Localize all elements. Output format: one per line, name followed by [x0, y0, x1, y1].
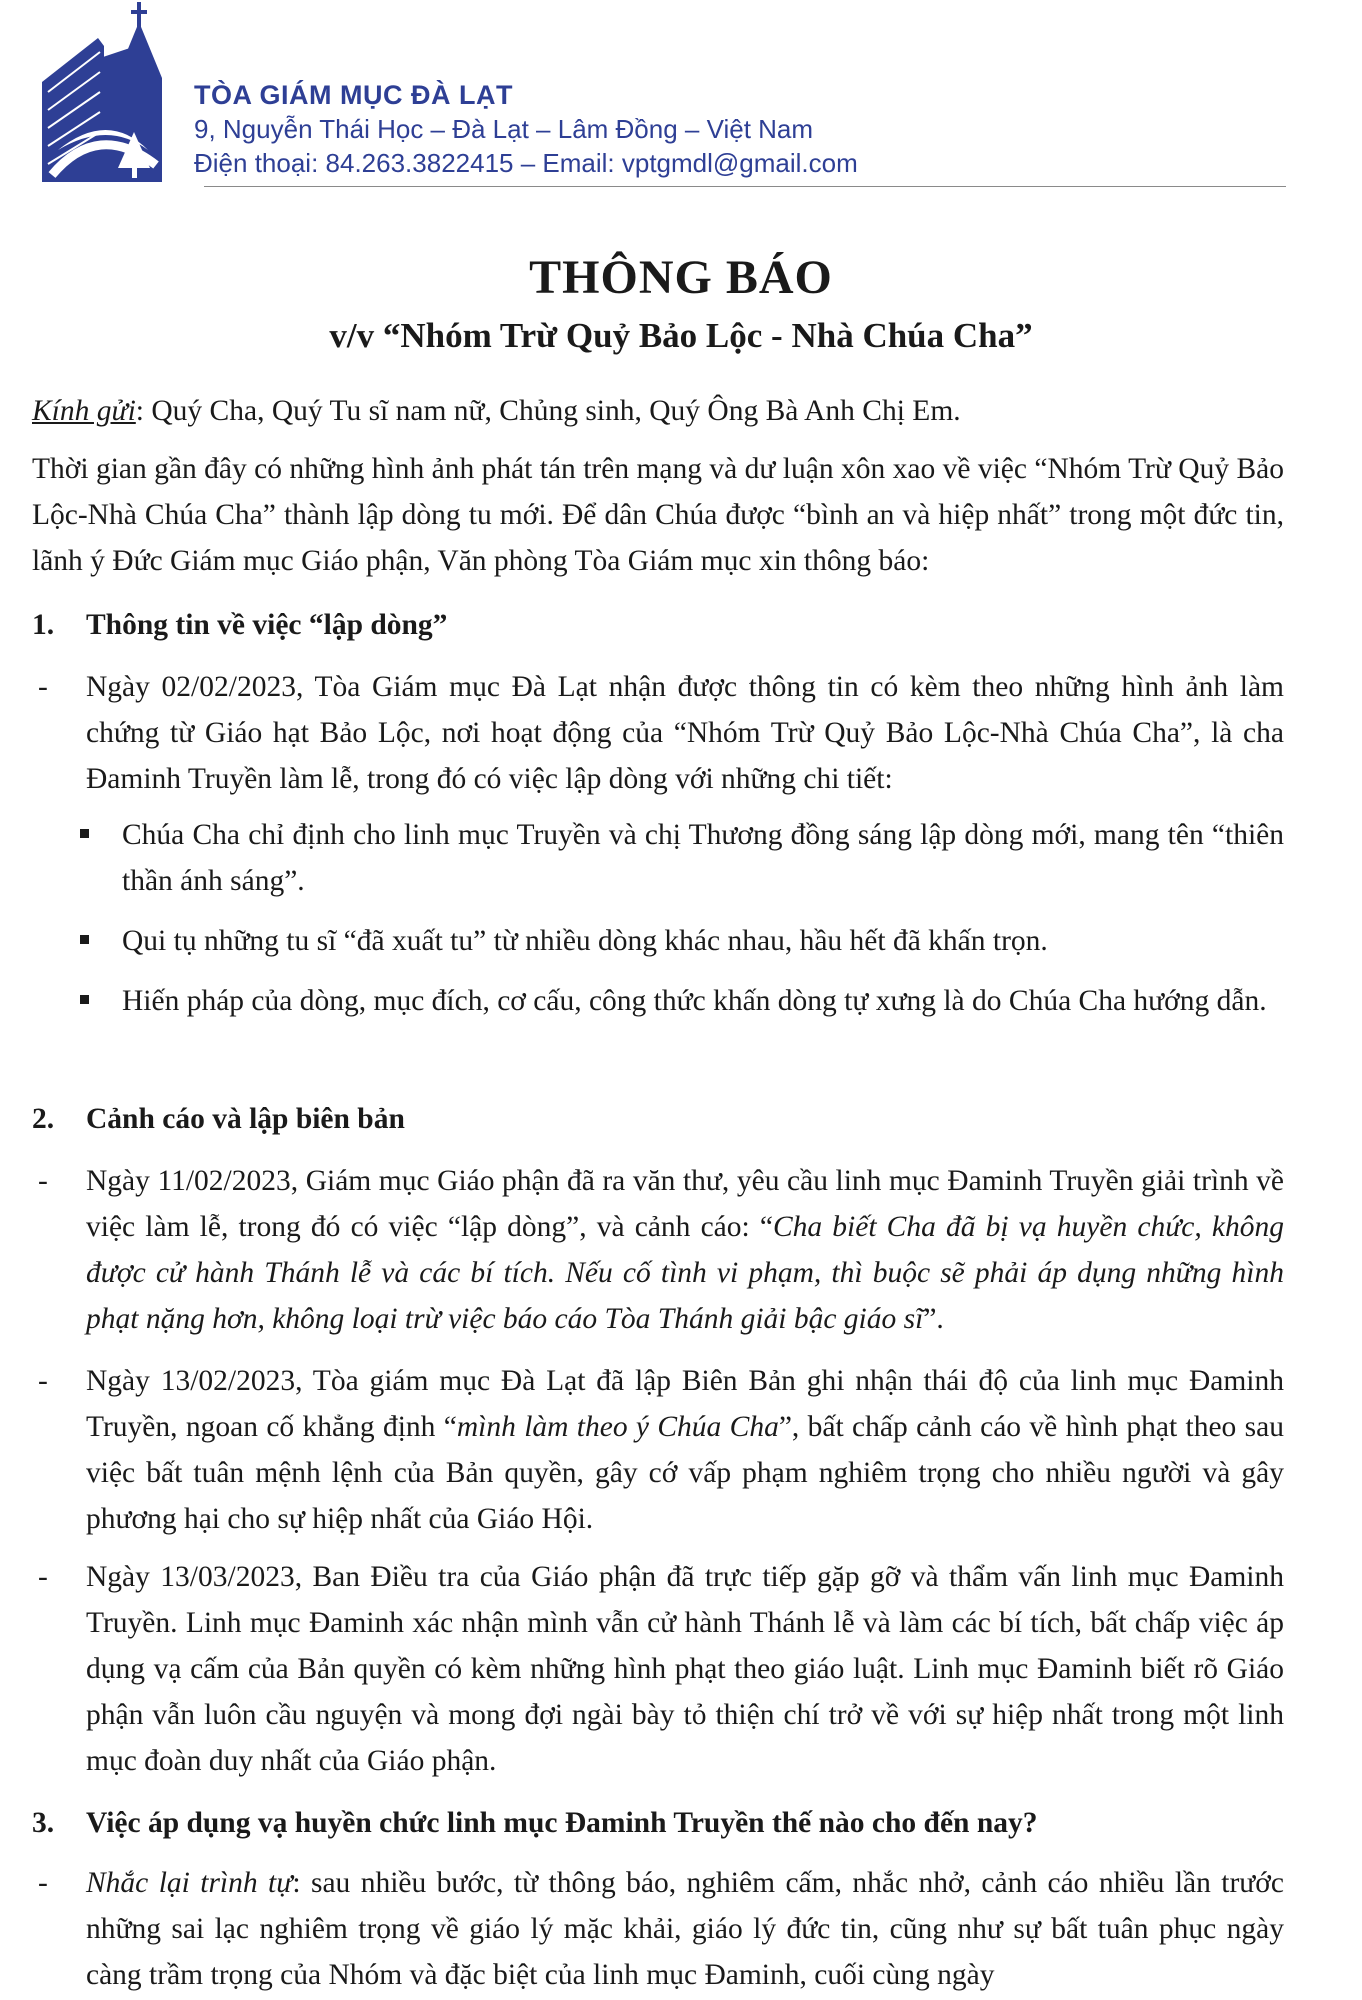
section-2-paragraph-1 — [86, 1158, 1284, 1342]
section-title: Thông tin về việc “lập dòng” — [86, 609, 448, 641]
text-run: ”. — [923, 1303, 944, 1335]
section-1-bullet-3: Hiến pháp của dòng, mục đích, cơ cấu, công thức khấn dòng tự xưng là do Chúa Cha hướng dẫn. — [122, 985, 1267, 1017]
org-address: 9, Nguyễn Thái Học – Đà Lạt – Lâm Đồng – Việt Nam — [194, 114, 814, 144]
section-3-heading — [32, 1800, 1284, 1846]
org-contact: Điện thoại: 84.263.3822415 – Email: vptgmdl@gmail.com — [194, 148, 858, 178]
org-name: TÒA GIÁM MỤC ĐÀ LẠT — [194, 80, 513, 110]
text-run: Ngày 13/02/2023, Tòa giám mục Đà Lạt đã lập Biên Bản ghi nhận thái độ của linh mục Đaminh Truyền, ngoan cố khẳng định “ — [86, 1365, 1284, 1443]
dash-marker: - — [38, 1165, 48, 1197]
text-run: : sau nhiều bước, từ thông báo, nghiêm cấm, nhắc nhở, cảnh cáo nhiều lần trước những sai lạc nghiêm trọng về giáo lý mặc khải, giáo lý đức tin, cũng như sự bất tuân phục ngày càng trầm trọng của Nhóm và đặc biệt của linh mục Đaminh, cuối cùng ngày — [86, 1867, 1284, 1991]
section-number: 3. — [32, 1807, 55, 1839]
text-run: Ngày 11/02/2023, Giám mục Giáo phận đã ra văn thư, yêu cầu linh mục Đaminh Truyền giải trình về việc làm lễ, trong đó có việc “lập dòng”, và cảnh cáo: “ — [86, 1165, 1284, 1243]
recipients-text: : Quý Cha, Quý Tu sĩ nam nữ, Chủng sinh, Quý Ông Bà Anh Chị Em. — [135, 395, 961, 427]
section-2-heading — [32, 1096, 1284, 1142]
section-2-paragraph-3: Ngày 13/03/2023, Ban Điều tra của Giáo phận đã trực tiếp gặp gỡ và thẩm vấn linh mục Đaminh Truyền. Linh mục Đaminh xác nhận mình vẫn cử hành Thánh lễ và làm các bí tích, bất chấp việc áp dụng vạ cấm của Bản quyền có kèm những hình phạt theo giáo luật. Linh mục Đaminh biết rõ Giáo phận vẫn luôn cầu nguyện và mong đợi ngài bày tỏ thiện chí trở về với sự hiệp nhất trong một linh mục đoàn duy nhất của Giáo phận. — [86, 1561, 1284, 1777]
section-1-bullet-1: Chúa Cha chỉ định cho linh mục Truyền và chị Thương đồng sáng lập dòng mới, mang tên “thiên thần ánh sáng”. — [122, 819, 1284, 897]
italic-lead: Nhắc lại trình tự — [86, 1867, 293, 1899]
bullet-square — [80, 995, 89, 1004]
dash-marker: - — [38, 1867, 48, 1899]
dash-marker: - — [38, 1365, 48, 1397]
dash-marker: - — [38, 671, 48, 703]
section-1-paragraph: Ngày 02/02/2023, Tòa Giám mục Đà Lạt nhận được thông tin có kèm theo những hình ảnh làm chứng từ Giáo hạt Bảo Lộc, nơi hoạt động của “Nhóm Trừ Quỷ Bảo Lộc-Nhà Chúa Cha”, là cha Đaminh Truyền làm lễ, trong đó có việc lập dòng với những chi tiết: — [86, 671, 1284, 795]
section-2-paragraph-2 — [86, 1358, 1284, 1542]
section-3-paragraph-1 — [86, 1860, 1284, 1998]
recipients-label: Kính gửi — [32, 395, 136, 427]
section-title: Việc áp dụng vạ huyền chức linh mục Đaminh Truyền thế nào cho đến nay? — [86, 1807, 1038, 1839]
section-1-bullet-2: Qui tụ những tu sĩ “đã xuất tu” từ nhiều dòng khác nhau, hầu hết đã khấn trọn. — [122, 925, 1048, 957]
dash-marker: - — [38, 1561, 48, 1593]
section-1-heading — [32, 602, 1284, 648]
doc-title: THÔNG BÁO — [529, 251, 833, 304]
quoted-claim: mình làm theo ý Chúa Cha — [456, 1411, 779, 1443]
intro-paragraph: Thời gian gần đây có những hình ảnh phát tán trên mạng và dư luận xôn xao về việc “Nhóm Trừ Quỷ Bảo Lộc-Nhà Chúa Cha” thành lập dòng tu mới. Để dân Chúa được “bình an và hiệp nhất” trong một đức tin, lãnh ý Đức Giám mục Giáo phận, Văn phòng Tòa Giám mục xin thông báo: — [32, 453, 1284, 577]
header-divider — [204, 186, 1286, 187]
text-run: ”, bất chấp cảnh cáo về hình phạt theo sau việc bất tuân mệnh lệnh của Bản quyền, gây cớ vấp phạm nghiêm trọng cho nhiều người và gây phương hại cho sự hiệp nhất của Giáo Hội. — [86, 1411, 1284, 1535]
bullet-square — [80, 935, 89, 944]
doc-subtitle: v/v “Nhóm Trừ Quỷ Bảo Lộc - Nhà Chúa Cha” — [329, 316, 1033, 355]
section-number: 2. — [32, 1103, 55, 1135]
section-title: Cảnh cáo và lập biên bản — [86, 1103, 405, 1135]
bullet-square — [80, 829, 89, 838]
quoted-warning: Cha biết Cha đã bị vạ huyền chức, không được cử hành Thánh lễ và các bí tích. Nếu cố tình vi phạm, thì buộc sẽ phải áp dụng những hình phạt nặng hơn, không loại trừ việc báo cáo Tòa Thánh giải bậc giáo sĩ — [86, 1211, 1284, 1335]
diocese-logo — [38, 0, 166, 190]
recipients — [32, 388, 1284, 434]
section-number: 1. — [32, 609, 55, 641]
letterhead — [194, 78, 1294, 180]
